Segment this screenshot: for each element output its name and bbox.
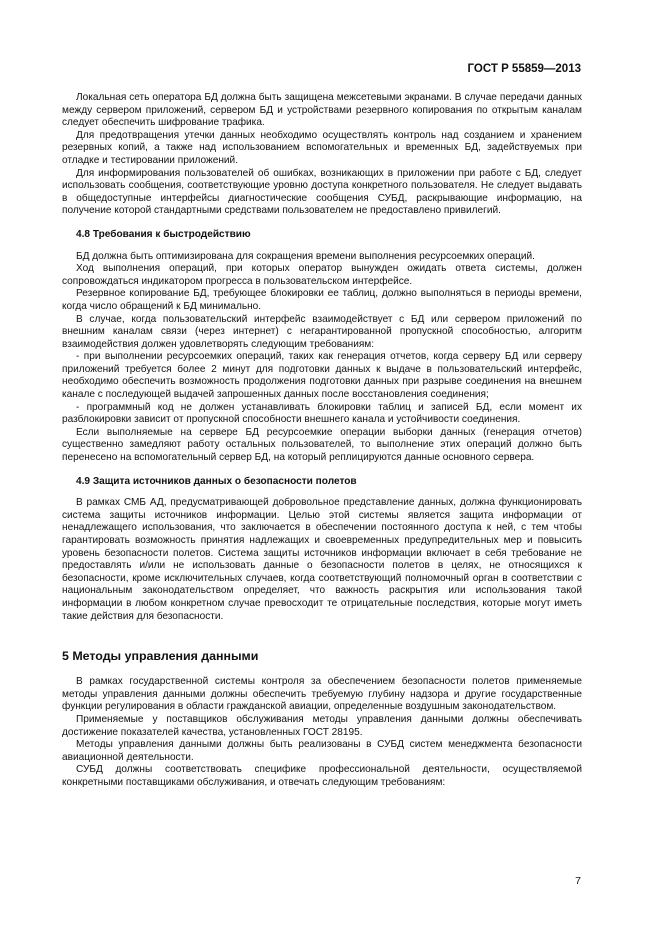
page-number: 7	[575, 875, 581, 887]
paragraph: В рамках СМБ АД, предусматривающей добровольное представление данных, должна функционировать система защиты источников информации. Целью этой системы является защита информации от ненадлежащего использования, что заключается в обеспечении постоянного доступа к ней, с тем чтобы гарантировать возможность принятия надлежащих и своевременных предупредительных мер и повысить уровень безопасности полетов. Система защиты источников информации включает в себя требование не предоставлять и/или не использовать данные о безопасности полетов в целях, не относящихся к безопасности, кроме исключительных случаев, когда соответствующий полномочный орган в соответствии с национальным законодательством определяет, что важность раскрытия или использования такой информации в любом конкретном случае превосходит те отрицательные последствия, которые могут иметь такие действия для безопасности.	[62, 497, 582, 622]
paragraph: Если выполняемые на сервере БД ресурсоемкие операции выборки данных (генерация отчетов) существенно замедляют работу остальных пользователей, то выполнение этих операций должно быть перенесено на вспомогательный сервер БД, на который реплицируются данные основного сервера.	[62, 426, 582, 464]
subsection-heading-4-8: 4.8 Требования к быстродействию	[76, 228, 251, 240]
page-content	[62, 92, 582, 790]
paragraph: Для предотвращения утечки данных необходимо осуществлять контроль над созданием и хранением резервных копий, а также над использованием вспомогательных и временных БД, задействуемых при отладке и тестировании приложений.	[62, 129, 582, 166]
standard-number: ГОСТ Р 55859—2013	[467, 63, 581, 75]
paragraph: СУБД должны соответствовать специфике профессиональной деятельности, осуществляемой конкретными поставщиками обслуживания, и отвечать следующим требованиям:	[62, 764, 582, 788]
subsection-heading-4-9: 4.9 Защита источников данных о безопасности полетов	[76, 475, 357, 487]
paragraph: Ход выполнения операций, при которых оператор вынужден ожидать ответа системы, должен сопровождаться индикатором прогресса в пользовательском интерфейсе.	[62, 263, 582, 287]
paragraph: В случае, когда пользовательский интерфейс взаимодействует с БД или сервером приложений по внешним каналам связи (через интернет) с негарантированной пропускной способностью, алгоритм взаимодействия должен удовлетворять следующим требованиям:	[62, 313, 582, 350]
paragraph: БД должна быть оптимизирована для сокращения времени выполнения ресурсоемких операций.	[76, 250, 535, 262]
paragraph: Для информирования пользователей об ошибках, возникающих в приложении при работе с БД, следует использовать сообщения, соответствующие уровню доступа конкретного пользователя. Не следует выдавать в общедоступные интерфейсы диагностические сообщения СУБД, раскрывающие информацию, на получение которой стандартными средствами пользователем не предоставлено привилегий.	[62, 167, 582, 217]
list-item: - программный код не должен устанавливать блокировки таблиц и записей БД, если момент их разблокировки зависит от пропускной способности внешнего канала и устойчивости соединения.	[62, 401, 582, 426]
paragraph: Применяемые у поставщиков обслуживания методы управления данными должны обеспечивать достижение показателей качества, установленных ГОСТ 28195.	[62, 713, 582, 738]
paragraph: Резервное копирование БД, требующее блокировки ее таблиц, должно выполняться в периоды времени, когда число обращений к БД минимально.	[62, 288, 582, 312]
section-heading-5: 5 Методы управления данными	[62, 649, 259, 664]
paragraph: Методы управления данными должны быть реализованы в СУБД систем менеджмента безопасности авиационной деятельности.	[62, 739, 582, 763]
paragraph: Локальная сеть оператора БД должна быть защищена межсетевыми экранами. В случае передачи данных между сервером приложений, сервером БД и устройствами резервного копирования по открытым каналам следует обеспечить шифрование трафика.	[62, 92, 582, 129]
paragraph: В рамках государственной системы контроля за обеспечением безопасности полетов применяемые методы управления данными должны обеспечить требуемую глубину надзора и другие государственные функции регулирования в области гражданской авиации, определенные воздушным законодательством.	[62, 676, 582, 713]
list-item: - при выполнении ресурсоемких операций, таких как генерация отчетов, когда серверу БД или серверу приложений требуется более 2 минут для подготовки данных к выдаче в пользовательский интерфейс, необходимо обеспечить возможность продолжения подготовки данных при разрыве соединения на внешнем канале с последующей выдачей запрошенных данных после восстановления соединения;	[62, 351, 582, 401]
